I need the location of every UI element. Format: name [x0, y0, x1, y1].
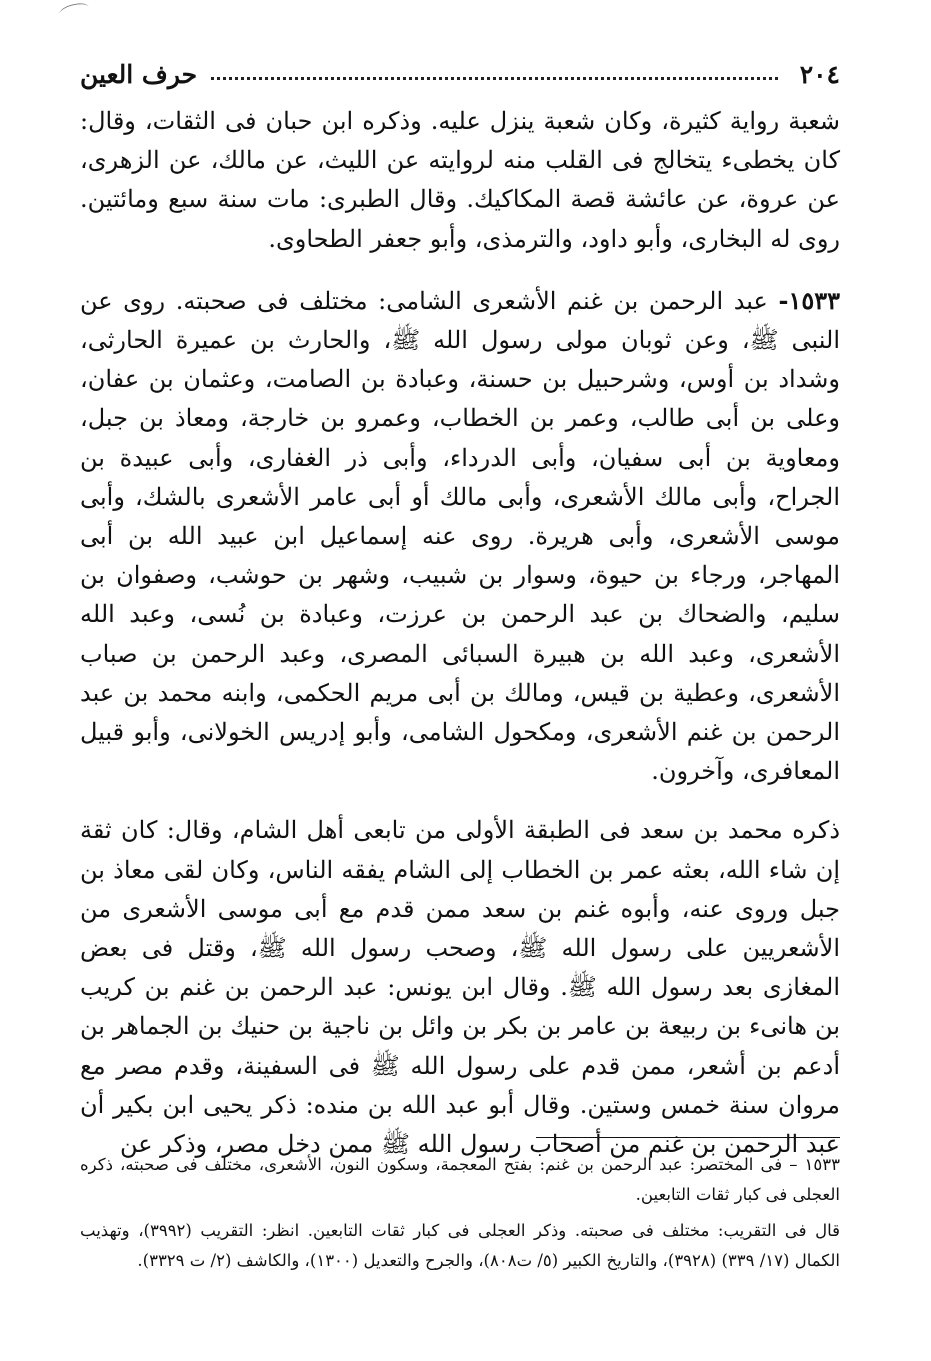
- page-number: ٢٠٤: [799, 59, 840, 89]
- entry-number: ١٥٣٣-: [778, 285, 840, 315]
- running-title: حرف العين: [80, 59, 198, 89]
- footnote-2: قال فى التقريب: مختلف فى صحبته. وذكر العجلى فى كبار ثقات التابعين. انظر: التقريب (٣٩٩٢)، وتهذيب الكمال (١٧/ ٣٣٩) (٣٩٢٨)، والتاريخ الكبير (٥/ ت٨٠٨)، والجرح والتعديل (١٣٠٠)، والكاشف (٢/ ت ٣٣٢٩).: [80, 1221, 840, 1270]
- footnote-1: ١٥٣٣ – فى المختصر: عبد الرحمن بن غنم: بفتح المعجمة، وسكون النون، الأشعرى، مختلف فى صحبته، ذكره العجلى فى كبار ثقات التابعين.: [80, 1155, 840, 1204]
- entry-paragraph: [80, 281, 840, 792]
- header-leader-dots: [211, 77, 778, 80]
- paragraph-continuation: شعبة رواية كثيرة، وكان شعبة ينزل عليه. وذكره ابن حبان فى الثقات، وقال: كان يخطىء يتخالج فى القلب منه لروايته عن الليث، عن مالك، عن الزهرى، عن عروة، عن عائشة قصة المكاكيك. وقال الطبرى: مات سنة سبع ومائتين. روى له البخارى، وأبو داود، والترمذى، وأبو جعفر الطحاوى.: [80, 107, 840, 253]
- main-text: [80, 102, 840, 1164]
- footnotes: [80, 1150, 840, 1276]
- scan-pen-mark: [58, 1, 90, 21]
- paragraph-biography: ذكره محمد بن سعد فى الطبقة الأولى من تابعى أهل الشام، وقال: كان ثقة إن شاء الله، بعثه عمر بن الخطاب إلى الشام يفقه الناس، وكان لقى معاذ بن جبل وروى عنه، وأبوه غنم بن سعد ممن قدم مع أبى موسى الأشعرى من الأشعريين على رسول الله ﷺ، وصحب رسول الله ﷺ، وقتل فى بعض المغازى بعد رسول الله ﷺ. وقال ابن يونس: عبد الرحمن بن غنم بن كريب بن هانىء بن ربيعة بن عامر بن بكر بن وائل بن ناجية بن حنيك بن الجماهر بن أدعم بن أشعر، ممن قدم على رسول الله ﷺ فى السفينة، وقدم مصر مع مروان سنة خمس وستين. وقال أبو عبد الله بن منده: ذكر يحيى ابن بكير أن عبد الرحمن بن غنم من أصحاب رسول الله ﷺ ممن دخل مصر، وذكر عن: [80, 816, 841, 1159]
- footnote-separator: [536, 1137, 840, 1138]
- page-header: [80, 54, 840, 94]
- entry-text: عبد الرحمن بن غنم الأشعرى الشامى: مختلف فى صحبته. روى عن النبى ﷺ، وعن ثوبان مولى رسول الله ﷺ، والحارث بن عميرة الحارثى، وشداد بن أوس، وشرحبيل بن حسنة، وعبادة بن الصامت، وعثمان بن عفان، وعلى بن أبى طالب، وعمر بن الخطاب، وعمرو بن خارجة، ومعاذ بن جبل، ومعاوية بن أبى سفيان، وأبى الدرداء، وأبى ذر الغفارى، وأبى عبيدة بن الجراح، وأبى مالك الأشعرى، وأبى مالك أو أبى عامر الأشعرى بالشك، وأبى موسى الأشعرى، وأبى هريرة. روى عنه إسماعيل ابن عبيد الله بن أبى المهاجر، ورجاء بن حيوة، وسوار بن شبيب، وشهر بن حوشب، وصفوان بن سليم، والضحاك بن عبد الرحمن بن عرزت، وعبادة بن نُسى، وعبد الله الأشعرى، وعبد الله بن هبيرة السبائى المصرى، وعبد الرحمن بن صباب الأشعرى، وعطية بن قيس، ومالك بن أبى مريم الحكمى، وابنه محمد بن عبد الرحمن بن غنم الأشعرى، ومكحول الشامى، وأبو إدريس الخولانى، وأبو قبيل المعافرى، وآخرون.: [80, 286, 840, 786]
